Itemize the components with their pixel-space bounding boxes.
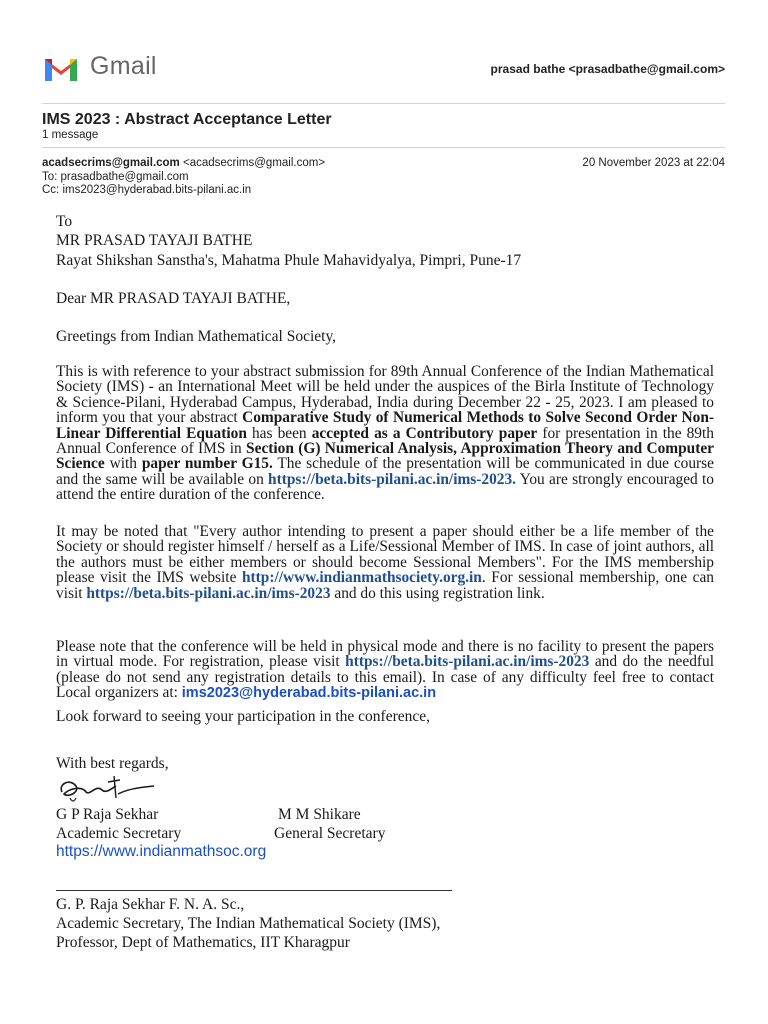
regards: With best regards, [56, 755, 169, 772]
abstract-title: Comparative Study of Numerical Methods to Solve Second Order Non-Linear Differential Equation [56, 409, 715, 442]
p2-text-c: and do this using registration link. [330, 584, 545, 602]
registration-link-2[interactable]: https://beta.bits-pilani.ac.in/ims-2023 [345, 653, 590, 671]
sender-address: <acadsecrims@gmail.com> [182, 157, 326, 169]
recipient-cc: Cc: ims2023@hyderabad.bits-pilani.ac.in [42, 184, 252, 196]
signatory-1-name: G P Raja Sekhar [56, 806, 159, 823]
closing-line: Look forward to seeing your participation in the conference, [56, 708, 431, 725]
organizer-email-link[interactable]: ims2023@hyderabad.bits-pilani.ac.in [181, 685, 437, 702]
gmail-logo [42, 52, 162, 86]
footer-line-3: Professor, Dept of Mathematics, IIT Kharagpur [56, 934, 350, 951]
ims-website-link[interactable]: http://www.indianmathsociety.org.in [241, 569, 482, 587]
signatory-1-title: Academic Secretary [56, 825, 182, 842]
account-label: prasad bathe <prasadbathe@gmail.com> [490, 62, 725, 76]
p2-text-b: . For sessional membership, one can visit [56, 569, 714, 602]
acceptance-status: accepted as a Contributory paper [311, 424, 538, 442]
sender-name: acadsecrims@gmail.com [42, 157, 180, 169]
recipient-name: MR PRASAD TAYAJI BATHE [56, 232, 253, 249]
sender-line [42, 157, 325, 169]
letter-to-label: To [56, 213, 73, 230]
paragraph-registration [56, 639, 714, 702]
signature-divider [56, 890, 452, 891]
thread-divider [42, 147, 725, 148]
p1-text-e: The schedule of the presentation will be communicated in due course and the same will be available on [56, 455, 714, 488]
paper-number: paper number G15. [141, 455, 273, 473]
p3-text-a: Please note that the conference will be held in physical mode and there is no facility to present the papers in virtual mode. For registration, please visit [56, 638, 714, 671]
message-count: 1 message [42, 129, 99, 141]
footer-line-2: Academic Secretary, The Indian Mathematical Society (IMS), [56, 915, 441, 932]
signatory-2-name: M M Shikare [278, 806, 361, 823]
message-date: 20 November 2023 at 22:04 [582, 157, 725, 169]
p1-text-f: You are strongly encouraged to attend the entire duration of the conference. [56, 470, 714, 504]
greeting: Greetings from Indian Mathematical Society, [56, 328, 337, 345]
conference-link[interactable]: https://beta.bits-pilani.ac.in/ims-2023. [268, 470, 517, 488]
header-divider [42, 103, 725, 104]
society-website-link[interactable]: https://www.indianmathsoc.org [56, 843, 267, 860]
paragraph-membership [56, 524, 714, 601]
p1-text-b: has been [246, 424, 312, 442]
footer-line-1: G. P. Raja Sekhar F. N. A. Sc., [56, 896, 245, 913]
paragraph-abstract [56, 364, 714, 503]
salutation: Dear MR PRASAD TAYAJI BATHE, [56, 290, 291, 307]
section-name: Section (G) Numerical Analysis, Approximation Theory and Computer Science [56, 440, 714, 473]
p1-text-a: This is with reference to your abstract submission for 89th Annual Conference of the Indian Mathematical Society (IMS) - an International Meet will be held under the auspices of the Birla Institute of Technology & Science-Pilani, Hyderabad Campus, Hyderabad, India during December 22 - 25, 2023. I am pleased to inform you that your abstract [56, 363, 714, 427]
p1-text-d: with [104, 455, 142, 473]
p1-text-c: for presentation in the 89th Annual Conference of IMS in [56, 424, 714, 458]
recipient-to: To: prasadbathe@gmail.com [42, 171, 189, 183]
gmail-m-icon [42, 55, 80, 83]
thread-subject: IMS 2023 : Abstract Acceptance Letter [42, 111, 332, 128]
signature-image [56, 772, 172, 806]
p3-text-b: and do the needful (please do not send any registration details to this email). In case of any difficulty feel free to contact Local organizers at: [56, 653, 714, 702]
gmail-wordmark: Gmail [90, 52, 157, 80]
p2-text-a: It may be noted that "Every author intending to present a paper should either be a life member of the Society or should register himself / herself as a Life/Sessional Member of IMS. In case of joint authors, all the authors must be either members or should become Sessional Members". For the IMS membership please visit the IMS website [56, 523, 714, 587]
signatory-2-title: General Secretary [274, 825, 386, 842]
registration-link[interactable]: https://beta.bits-pilani.ac.in/ims-2023 [86, 584, 331, 602]
recipient-address: Rayat Shikshan Sanstha's, Mahatma Phule Mahavidyalya, Pimpri, Pune-17 [56, 252, 522, 269]
